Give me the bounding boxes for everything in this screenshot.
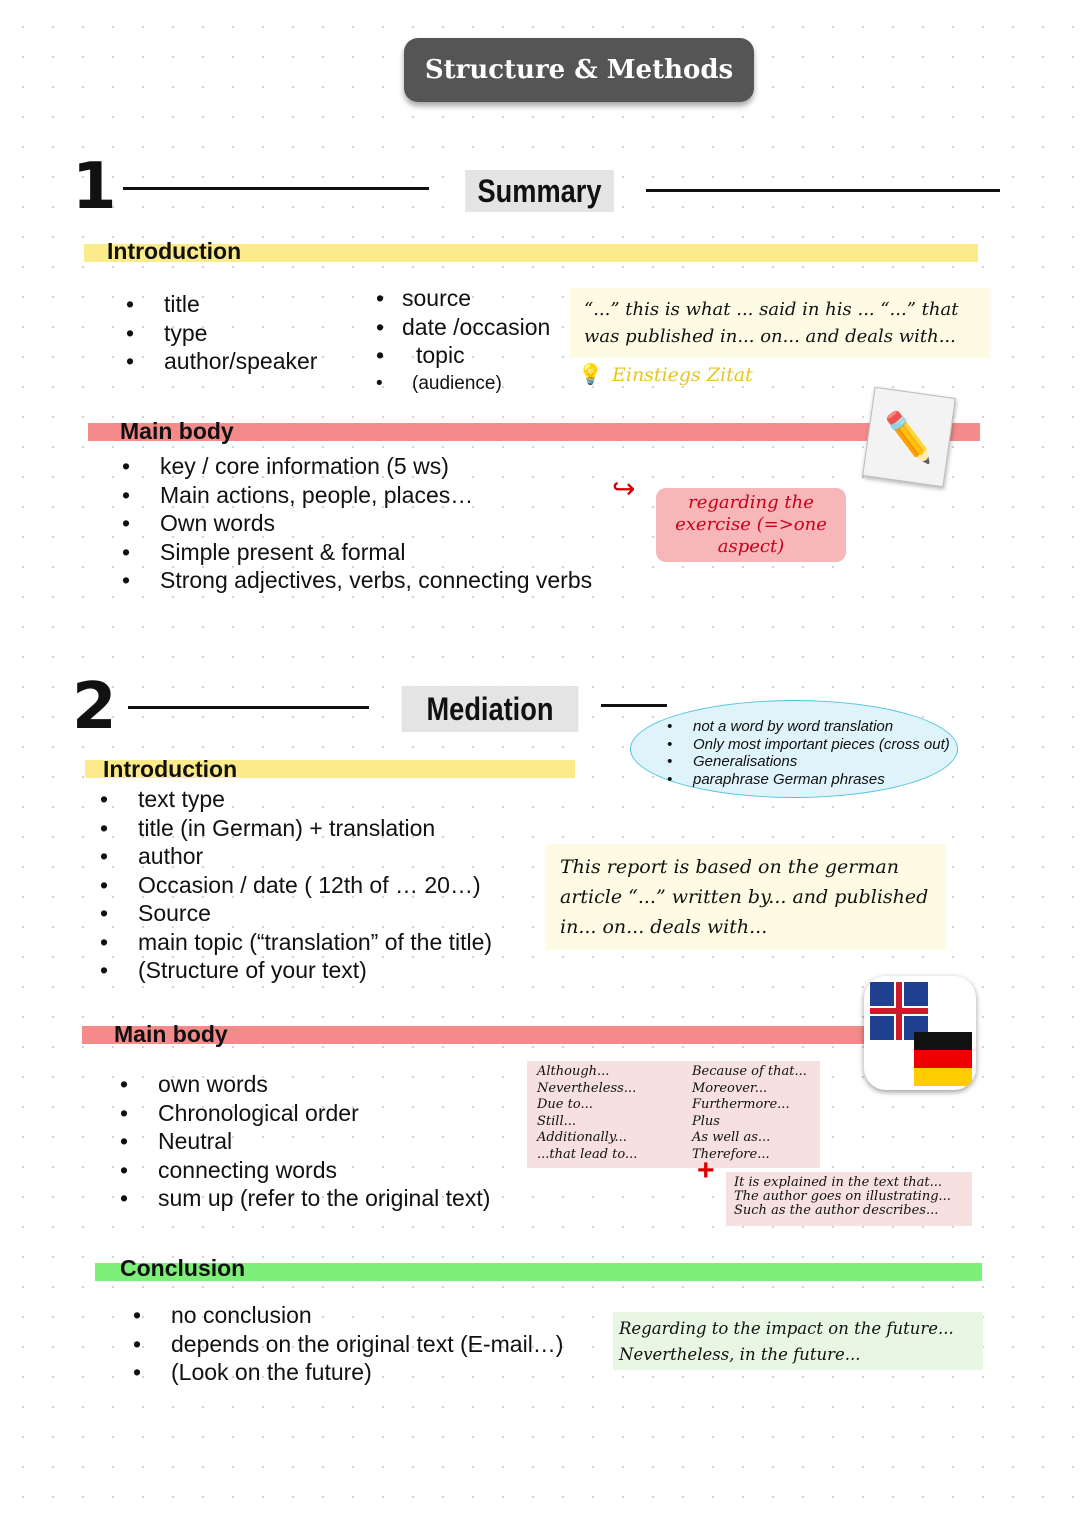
list-item: • Neutral	[120, 1127, 490, 1156]
main-body-label: Main body	[120, 418, 234, 444]
tip-label: Einstiegs Zitat	[612, 364, 753, 386]
list-item: • title	[126, 290, 317, 319]
list-item: • title (in German) + translation	[100, 814, 492, 843]
tips-list	[667, 718, 950, 788]
connector: Furthermore...	[692, 1097, 790, 1112]
list-item: • paraphrase German phrases	[667, 771, 950, 789]
arrow-icon: ↪	[612, 473, 636, 504]
list-item: • (Structure of your text)	[100, 956, 492, 985]
phrase: Such as the author describes...	[734, 1203, 939, 1218]
introduction-label: Introduction	[103, 756, 238, 782]
list-item: • (audience)	[376, 370, 550, 399]
list-item: • Main actions, people, places…	[122, 481, 592, 510]
phrase: Regarding to the impact on the future...	[619, 1319, 954, 1338]
list-item: • no conclusion	[133, 1301, 563, 1330]
divider	[128, 706, 369, 709]
list-item: • main topic (“translation” of the title)	[100, 928, 492, 957]
translation-flags-icon	[864, 976, 976, 1090]
list-item: • text type	[100, 785, 492, 814]
connectors-right	[692, 1064, 807, 1163]
list-item: • Own words	[122, 509, 592, 538]
list-item: • Only most important pieces (cross out)	[667, 736, 950, 754]
conclusion-label: Conclusion	[120, 1255, 246, 1281]
connector: Because of that...	[692, 1064, 807, 1079]
connector: Therefore...	[692, 1146, 770, 1162]
phrase: It is explained in the text that...	[734, 1175, 943, 1190]
plus-icon: +	[697, 1154, 715, 1187]
list-item: • Generalisations	[667, 753, 950, 771]
main-body-list	[122, 452, 592, 595]
connector: As well as...	[692, 1130, 771, 1145]
list-item: • own words	[120, 1070, 490, 1099]
list-item: • author/speaker	[126, 347, 317, 376]
list-item: • not a word by word translation	[667, 718, 950, 736]
intro-list-2	[376, 284, 550, 398]
introduction-label: Introduction	[107, 238, 242, 264]
connector: Nevertheless...	[537, 1080, 637, 1096]
main-body-label: Main body	[114, 1021, 228, 1047]
intro-list	[100, 785, 492, 985]
list-item: • (Look on the future)	[133, 1358, 563, 1387]
page-title: Structure & Methods	[404, 38, 754, 102]
divider	[123, 187, 429, 190]
intro-list-1	[126, 290, 317, 376]
intro-note: This report is based on the german article “...” written by... and published in... on... deals with...	[546, 844, 946, 950]
connector: Due to...	[537, 1097, 593, 1112]
section-number-2: 2	[72, 670, 117, 744]
list-item: • Chronological order	[120, 1099, 490, 1128]
extra-phrases	[726, 1172, 972, 1226]
list-item: • Strong adjectives, verbs, connecting verbs	[122, 566, 592, 595]
notepad-pencil-icon: ✏️	[862, 387, 956, 488]
exercise-note: regarding the exercise (=>one aspect)	[656, 488, 846, 562]
list-item: • Source	[100, 899, 492, 928]
phrase: The author goes on illustrating...	[734, 1189, 951, 1204]
list-item: • Simple present & formal	[122, 538, 592, 567]
german-flag	[914, 1032, 972, 1086]
connector: Plus	[692, 1113, 720, 1129]
list-item: • key / core information (5 ws)	[122, 452, 592, 481]
list-item: • Occasion / date ( 12th of … 20…)	[100, 871, 492, 900]
divider	[601, 704, 667, 707]
connector: Although...	[537, 1064, 610, 1079]
quote-note: “...” this is what ... said in his ... “...” that was published in... on... and deals with...	[570, 288, 990, 358]
main-body-list	[120, 1070, 490, 1213]
divider	[646, 189, 1000, 192]
section-number-1: 1	[72, 150, 117, 224]
phrase: Nevertheless, in the future...	[619, 1345, 861, 1364]
list-item: • sum up (refer to the original text)	[120, 1184, 490, 1213]
connector: Still...	[537, 1113, 576, 1129]
list-item: • depends on the original text (E-mail…)	[133, 1330, 563, 1359]
lightbulb-icon: 💡	[578, 364, 603, 386]
connector: ...that lead to...	[537, 1146, 638, 1162]
conclusion-list	[133, 1301, 563, 1387]
section-heading-mediation: Mediation	[402, 686, 579, 732]
list-item: • type	[126, 319, 317, 348]
connector: Additionally...	[537, 1130, 627, 1145]
list-item: • topic	[376, 341, 550, 370]
list-item: • date /occasion	[376, 313, 550, 342]
conclusion-note	[613, 1312, 983, 1370]
connectors-left	[537, 1064, 637, 1163]
list-item: • connecting words	[120, 1156, 490, 1185]
list-item: • author	[100, 842, 492, 871]
connector: Moreover...	[692, 1080, 768, 1096]
section-heading-summary: Summary	[465, 170, 614, 212]
list-item: • source	[376, 284, 550, 313]
